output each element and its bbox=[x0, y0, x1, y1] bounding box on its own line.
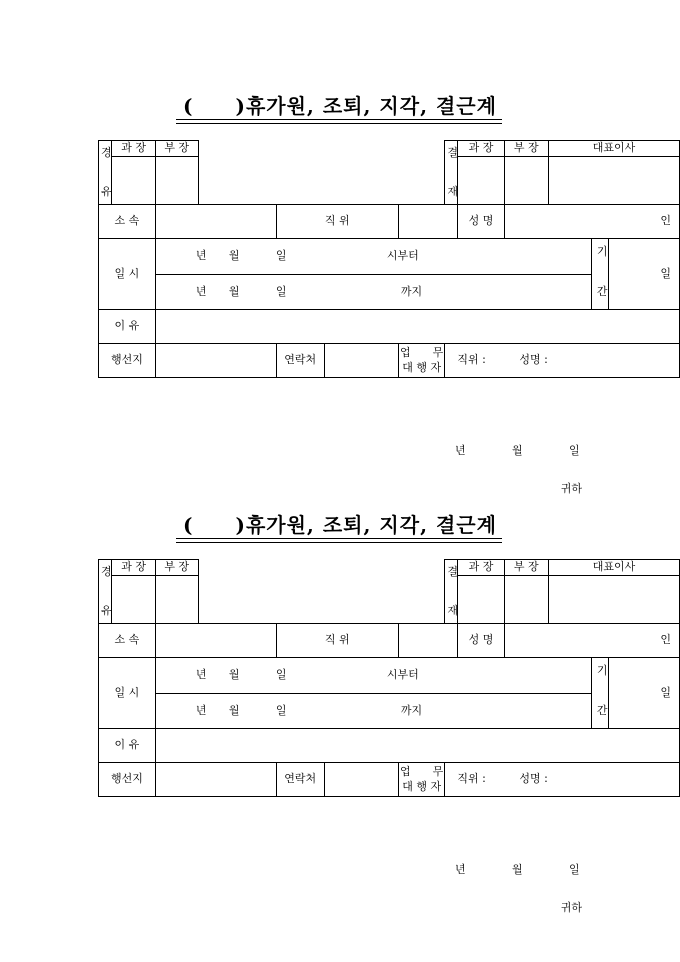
approval-position-header: 과 장 bbox=[458, 560, 504, 576]
reason-field[interactable] bbox=[155, 729, 679, 763]
approval-position-header: 대표이사 bbox=[549, 560, 680, 576]
period-days-field[interactable] bbox=[608, 658, 679, 729]
approval-position-header: 대표이사 bbox=[549, 141, 680, 157]
title-double-underline bbox=[176, 538, 502, 543]
start-day: 일 bbox=[275, 668, 287, 681]
dept-label: 소 속 bbox=[99, 205, 156, 239]
destination-label: 행선지 bbox=[99, 763, 156, 797]
approval-signature-box[interactable] bbox=[504, 576, 548, 624]
days-unit: 일 bbox=[660, 685, 671, 699]
datetime-fields[interactable] bbox=[155, 658, 591, 729]
start-day: 일 bbox=[275, 249, 287, 262]
reason-label: 이 유 bbox=[99, 310, 156, 344]
end-month: 월 bbox=[228, 704, 240, 717]
work-proxy-field[interactable] bbox=[445, 763, 680, 797]
end-year: 년 bbox=[195, 285, 207, 298]
end-month: 월 bbox=[228, 285, 240, 298]
datetime-label: 일 시 bbox=[99, 239, 156, 310]
title-double-underline bbox=[176, 119, 502, 124]
work-proxy-label: 업 무 대 행 자 bbox=[398, 344, 444, 378]
cc-position-header: 부 장 bbox=[155, 141, 198, 157]
date-month: 월 bbox=[512, 444, 523, 457]
end-year: 년 bbox=[195, 704, 207, 717]
addressee: 귀하 bbox=[560, 901, 582, 914]
datetime-label: 일 시 bbox=[99, 658, 156, 729]
proxy-position-label: 직위 : bbox=[457, 772, 486, 786]
phone-label: 연락처 bbox=[276, 763, 324, 797]
approval-position-header: 과 장 bbox=[458, 141, 504, 157]
cc-position-header: 부 장 bbox=[155, 560, 198, 576]
addressee: 귀하 bbox=[560, 482, 582, 495]
end-day: 일 bbox=[275, 285, 287, 298]
leave-form-2 bbox=[0, 509, 680, 929]
start-year: 년 bbox=[195, 668, 207, 681]
approval-signature-box[interactable] bbox=[458, 157, 504, 205]
datetime-fields[interactable] bbox=[155, 239, 591, 310]
seal-mark: 인 bbox=[660, 633, 671, 647]
approval-position-header: 부 장 bbox=[504, 560, 548, 576]
start-month: 월 bbox=[228, 668, 240, 681]
name-label: 성 명 bbox=[458, 205, 504, 239]
proxy-position-label: 직위 : bbox=[457, 353, 486, 367]
work-proxy-label: 업 무 대 행 자 bbox=[398, 763, 444, 797]
blank-area bbox=[198, 141, 445, 205]
approval-signature-box[interactable] bbox=[504, 157, 548, 205]
position-field[interactable] bbox=[398, 624, 458, 658]
approval-signature-box[interactable] bbox=[549, 576, 680, 624]
position-field[interactable] bbox=[398, 205, 458, 239]
form-title: ( )휴가원, 조퇴, 지각, 결근계 bbox=[183, 94, 497, 118]
phone-label: 연락처 bbox=[276, 344, 324, 378]
cc-signature-box[interactable] bbox=[112, 576, 155, 624]
cc-label: 경 유 bbox=[99, 141, 112, 205]
position-label: 직 위 bbox=[276, 624, 398, 658]
proxy-name-label: 성명 : bbox=[519, 772, 548, 786]
date-day: 일 bbox=[569, 444, 580, 457]
cc-position-header: 과 장 bbox=[112, 560, 155, 576]
cc-signature-box[interactable] bbox=[112, 157, 155, 205]
destination-field[interactable] bbox=[155, 344, 276, 378]
cc-signature-box[interactable] bbox=[155, 157, 198, 205]
from-hour: 시부터 bbox=[386, 249, 419, 262]
date-day: 일 bbox=[569, 863, 580, 876]
approval-label: 결 재 bbox=[445, 141, 458, 205]
period-days-field[interactable] bbox=[608, 239, 679, 310]
date-year: 년 bbox=[455, 444, 466, 457]
cc-signature-box[interactable] bbox=[155, 576, 198, 624]
leave-form-table bbox=[98, 559, 680, 797]
position-label: 직 위 bbox=[276, 205, 398, 239]
name-label: 성 명 bbox=[458, 624, 504, 658]
phone-field[interactable] bbox=[324, 763, 398, 797]
name-field[interactable] bbox=[504, 624, 679, 658]
end-day: 일 bbox=[275, 704, 287, 717]
dept-field[interactable] bbox=[155, 624, 276, 658]
form-title: ( )휴가원, 조퇴, 지각, 결근계 bbox=[183, 513, 497, 537]
approval-signature-box[interactable] bbox=[549, 157, 680, 205]
start-year: 년 bbox=[195, 249, 207, 262]
reason-field[interactable] bbox=[155, 310, 679, 344]
destination-label: 행선지 bbox=[99, 344, 156, 378]
date-year: 년 bbox=[455, 863, 466, 876]
until-hour: 까지 bbox=[400, 704, 423, 717]
period-label: 기 간 bbox=[591, 239, 608, 310]
blank-area bbox=[198, 560, 445, 624]
cc-label: 경 유 bbox=[99, 560, 112, 624]
proxy-name-label: 성명 : bbox=[519, 353, 548, 367]
from-hour: 시부터 bbox=[386, 668, 419, 681]
period-label: 기 간 bbox=[591, 658, 608, 729]
work-proxy-field[interactable] bbox=[445, 344, 680, 378]
seal-mark: 인 bbox=[660, 214, 671, 228]
cc-position-header: 과 장 bbox=[112, 141, 155, 157]
leave-form-1 bbox=[0, 90, 680, 510]
days-unit: 일 bbox=[660, 266, 671, 280]
leave-form-table bbox=[98, 140, 680, 378]
dept-label: 소 속 bbox=[99, 624, 156, 658]
phone-field[interactable] bbox=[324, 344, 398, 378]
approval-label: 결 재 bbox=[445, 560, 458, 624]
name-field[interactable] bbox=[504, 205, 679, 239]
start-month: 월 bbox=[228, 249, 240, 262]
until-hour: 까지 bbox=[400, 285, 423, 298]
approval-signature-box[interactable] bbox=[458, 576, 504, 624]
dept-field[interactable] bbox=[155, 205, 276, 239]
destination-field[interactable] bbox=[155, 763, 276, 797]
date-month: 월 bbox=[512, 863, 523, 876]
reason-label: 이 유 bbox=[99, 729, 156, 763]
approval-position-header: 부 장 bbox=[504, 141, 548, 157]
